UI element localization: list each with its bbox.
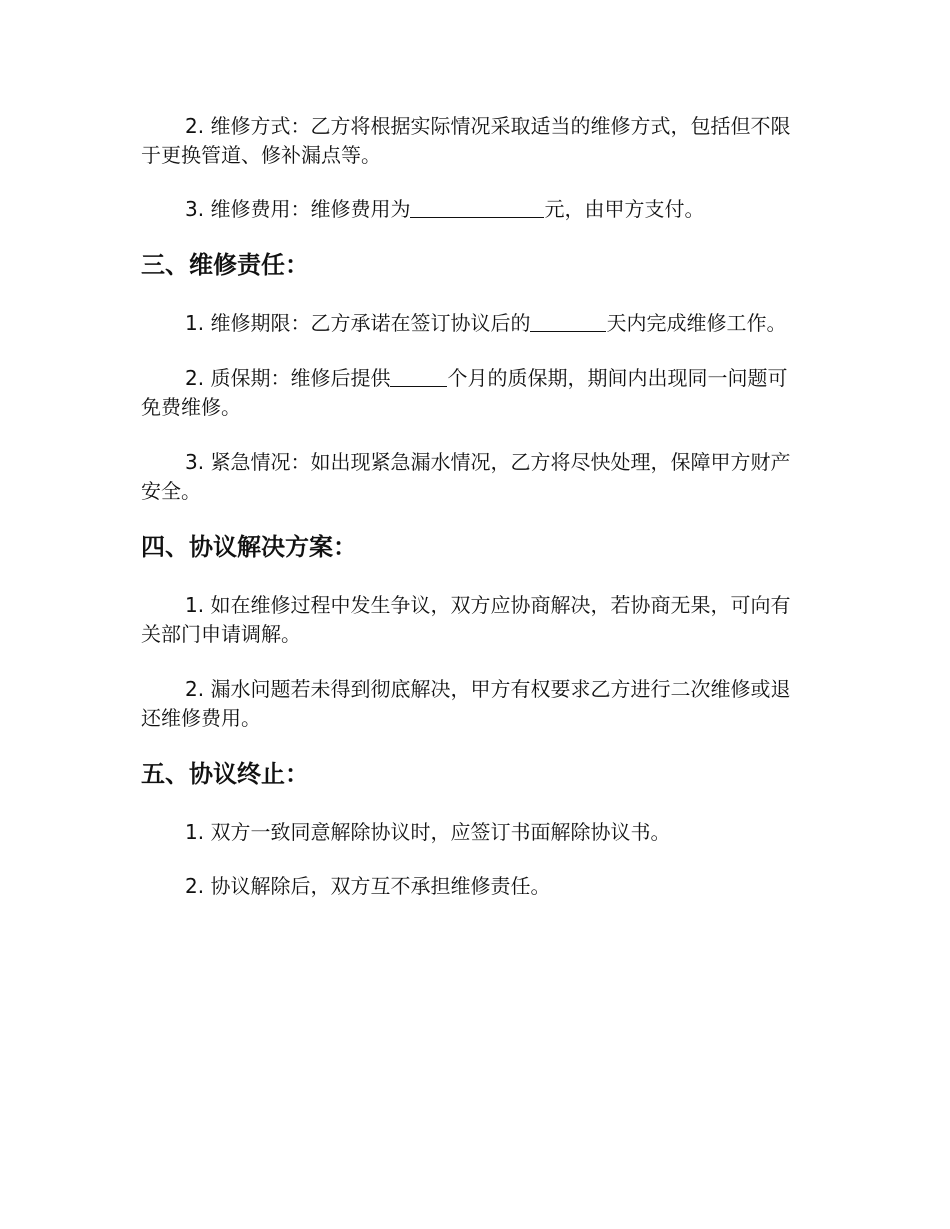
- clause-mutual-termination: 1. 双方一致同意解除协议时，应签订书面解除协议书。: [185, 820, 671, 844]
- section-heading-termination: 五、协议终止：: [141, 760, 309, 788]
- clause-repair-method: 2. 维修方式：乙方将根据实际情况采取适当的维修方式，包括但不限于更换管道、修补漏点等。: [141, 114, 791, 167]
- clause-repair-cost-suffix: 元，由甲方支付。: [544, 197, 705, 221]
- clause-warranty: [141, 364, 803, 422]
- section-heading-resolution: 四、协议解决方案：: [141, 533, 357, 561]
- clause-warranty-prefix: 2. 质保期：维修后提供: [185, 366, 391, 390]
- cost-blank: [410, 197, 544, 218]
- clause-after-termination: 2. 协议解除后，双方互不承担维修责任。: [185, 874, 551, 898]
- clause-repair-period: [141, 309, 803, 338]
- days-blank: [530, 311, 606, 332]
- clause-repair-period-prefix: 1. 维修期限：乙方承诺在签订协议后的: [185, 311, 531, 335]
- clause-repair-cost: [141, 195, 803, 224]
- clause-unresolved-leak: 2. 漏水问题若未得到彻底解决，甲方有权要求乙方进行二次维修或退还维修费用。: [141, 677, 791, 730]
- clause-warranty-suffix: 个月的质保期，期间内出现同一问题可免费维修。: [141, 366, 788, 419]
- document-page: [141, 112, 803, 901]
- clause-dispute: 1. 如在维修过程中发生争议，双方应协商解决，若协商无果，可向有关部门申请调解。: [141, 593, 791, 646]
- section-heading-responsibility: 三、维修责任：: [141, 251, 309, 279]
- clause-emergency: 3. 紧急情况：如出现紧急漏水情况，乙方将尽快处理，保障甲方财产安全。: [141, 450, 791, 503]
- clause-repair-period-suffix: 天内完成维修工作。: [606, 311, 787, 335]
- clause-repair-cost-prefix: 3. 维修费用：维修费用为: [185, 197, 411, 221]
- months-blank: [390, 366, 447, 387]
